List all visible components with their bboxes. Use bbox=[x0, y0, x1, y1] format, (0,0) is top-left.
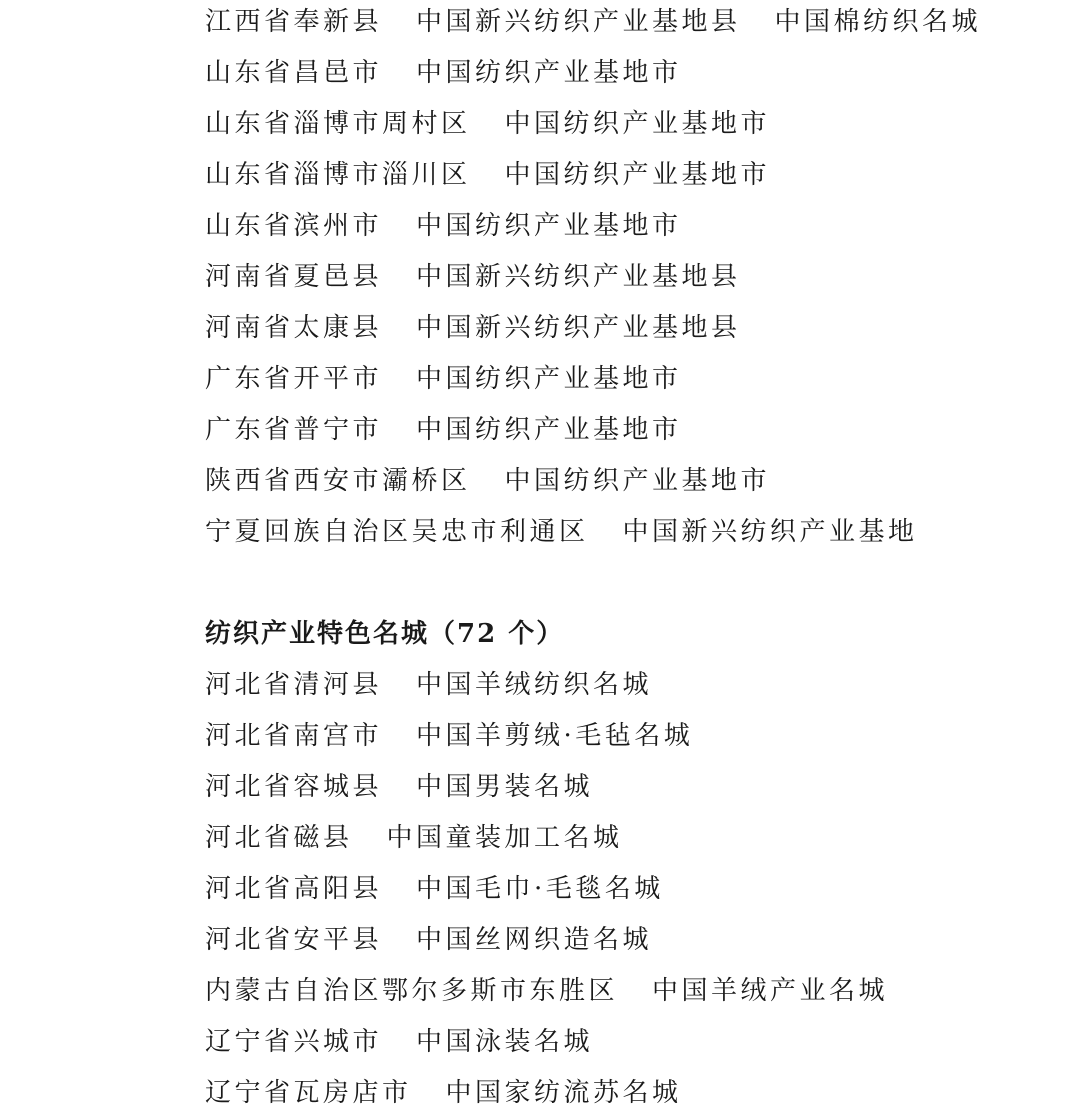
list-item bbox=[205, 660, 1065, 711]
famous-list bbox=[205, 660, 1065, 1119]
honor-title: 中国纺织产业基地市 bbox=[416, 364, 682, 394]
list-item bbox=[205, 762, 1065, 813]
place-name: 内蒙古自治区鄂尔多斯市东胜区 bbox=[205, 976, 619, 1006]
list-item bbox=[205, 966, 1065, 1017]
honor-title: 中国童装加工名城 bbox=[386, 823, 623, 853]
place-name: 河北省安平县 bbox=[205, 925, 383, 955]
honor-title: 中国纺织产业基地市 bbox=[504, 466, 771, 496]
spacer bbox=[205, 558, 1065, 609]
place-name: 河北省高阳县 bbox=[205, 874, 383, 904]
list-item bbox=[205, 150, 1065, 201]
place-name: 河南省太康县 bbox=[205, 313, 383, 343]
honor-title: 中国纺织产业基地市 bbox=[416, 58, 682, 88]
place-name: 辽宁省兴城市 bbox=[205, 1027, 383, 1057]
place-name: 江西省奉新县 bbox=[205, 7, 383, 37]
list-item bbox=[205, 252, 1065, 303]
place-name: 河北省磁县 bbox=[205, 823, 353, 853]
honor-title: 中国男装名城 bbox=[416, 772, 594, 802]
section-heading: 纺织产业特色名城（72 个） bbox=[205, 619, 565, 649]
base-list bbox=[205, 0, 1065, 558]
honor-title: 中国羊绒产业名城 bbox=[652, 976, 889, 1006]
list-item bbox=[205, 303, 1065, 354]
place-name: 辽宁省瓦房店市 bbox=[205, 1078, 412, 1108]
list-item bbox=[205, 201, 1065, 252]
honor-title: 中国丝网织造名城 bbox=[416, 925, 653, 955]
place-name: 河北省容城县 bbox=[205, 772, 383, 802]
honor-title: 中国羊绒纺织名城 bbox=[416, 670, 653, 700]
list-item bbox=[205, 1017, 1065, 1068]
place-name: 山东省滨州市 bbox=[205, 211, 383, 241]
place-name: 陕西省西安市灞桥区 bbox=[205, 466, 471, 496]
list-item bbox=[205, 99, 1065, 150]
honor-title: 中国新兴纺织产业基地县 bbox=[416, 262, 741, 292]
list-item bbox=[205, 48, 1065, 99]
honor-title: 中国羊剪绒·毛毡名城 bbox=[416, 721, 694, 751]
honor-title: 中国新兴纺织产业基地县 bbox=[416, 7, 741, 37]
place-name: 山东省昌邑市 bbox=[205, 58, 383, 88]
list-item bbox=[205, 864, 1065, 915]
place-name: 广东省开平市 bbox=[205, 364, 383, 394]
honor-title: 中国纺织产业基地市 bbox=[504, 109, 771, 139]
list-item bbox=[205, 405, 1065, 456]
honor-title: 中国纺织产业基地市 bbox=[416, 415, 682, 445]
honor-title: 中国毛巾·毛毯名城 bbox=[416, 874, 664, 904]
list-item bbox=[205, 711, 1065, 762]
place-name: 河北省南宫市 bbox=[205, 721, 383, 751]
place-name: 宁夏回族自治区吴忠市利通区 bbox=[205, 517, 589, 547]
honor-title: 中国纺织产业基地市 bbox=[504, 160, 771, 190]
place-name: 河南省夏邑县 bbox=[205, 262, 383, 292]
place-name: 广东省普宁市 bbox=[205, 415, 383, 445]
honor-title: 中国棉纺织名城 bbox=[774, 7, 982, 37]
list-item bbox=[205, 0, 1065, 48]
document-page bbox=[205, 0, 1065, 1119]
list-item bbox=[205, 456, 1065, 507]
list-item bbox=[205, 354, 1065, 405]
honor-title: 中国家纺流苏名城 bbox=[445, 1078, 682, 1108]
list-item bbox=[205, 915, 1065, 966]
place-name: 山东省淄博市周村区 bbox=[205, 109, 471, 139]
honor-title: 中国纺织产业基地市 bbox=[416, 211, 682, 241]
honor-title: 中国新兴纺织产业基地县 bbox=[416, 313, 741, 343]
list-item bbox=[205, 507, 1065, 558]
honor-title: 中国新兴纺织产业基地 bbox=[622, 517, 918, 547]
list-item bbox=[205, 813, 1065, 864]
place-name: 山东省淄博市淄川区 bbox=[205, 160, 471, 190]
place-name: 河北省清河县 bbox=[205, 670, 383, 700]
list-item bbox=[205, 1068, 1065, 1119]
honor-title: 中国泳装名城 bbox=[416, 1027, 594, 1057]
